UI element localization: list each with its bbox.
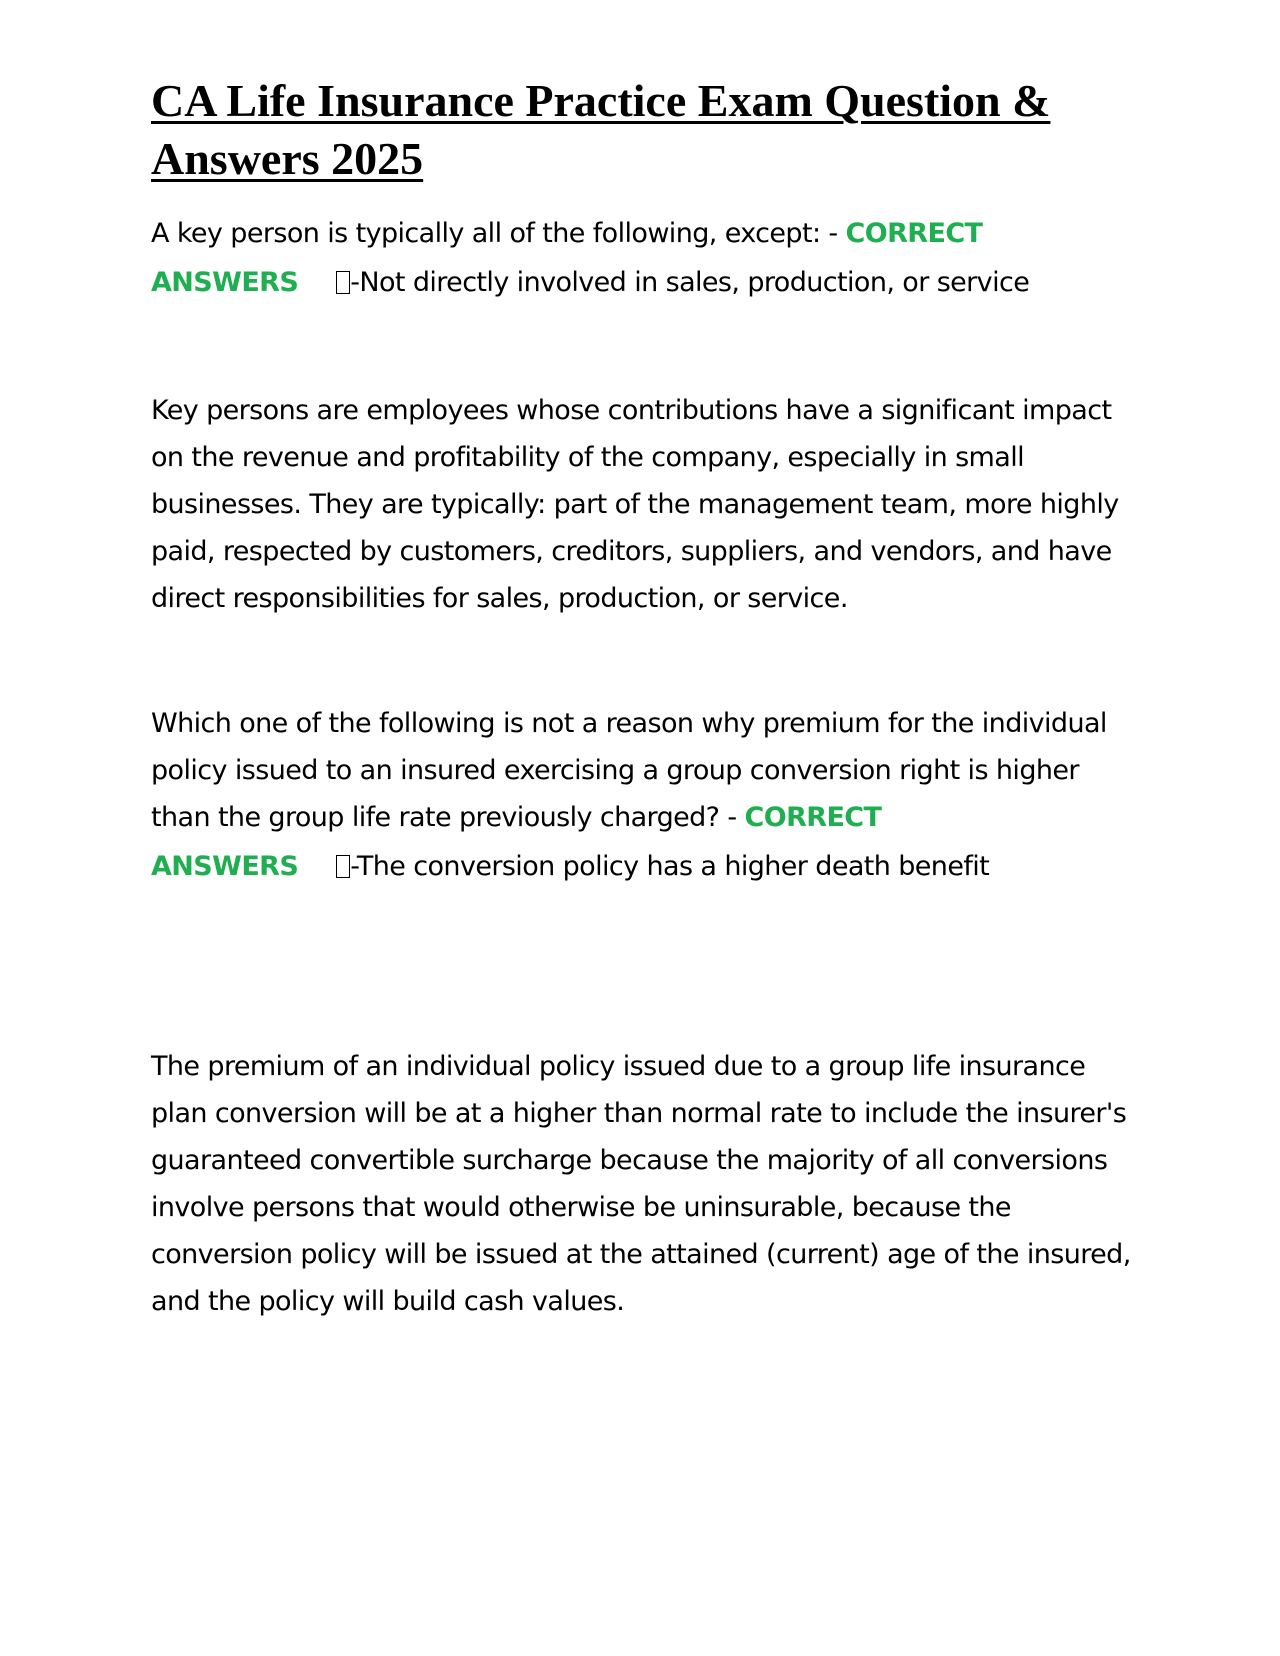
question-2-explanation: The premium of an individual policy issued due to a group life insurance plan conversion will be at a higher than normal rate to include the insurer's guaranteed convertible surcharge because the majority of all conversions involve persons that would otherwise be uninsurable, because the conversion policy will be issued at the attained (current) age of the insured, and the policy will build cash values.: [151, 1051, 1131, 1317]
correct-answers-label: ANSWERS: [151, 851, 299, 882]
question-1-text: A key person is typically all of the following, except: -: [151, 218, 846, 249]
checkbox-glyph-icon: [336, 271, 350, 294]
question-2: [151, 700, 1141, 893]
question-1: [151, 210, 1141, 309]
document-title: CA Life Insurance Practice Exam Question & Answers 2025: [151, 75, 1051, 184]
checkbox-glyph-icon: [336, 855, 350, 878]
document-page: [151, 72, 1141, 1325]
question-1-answer: -Not directly involved in sales, production, or service: [350, 267, 1030, 298]
correct-answers-label: CORRECT: [744, 802, 882, 833]
question-1-answer-line: [151, 257, 1141, 309]
correct-answers-label: CORRECT: [845, 218, 983, 249]
question-1-explanation: Key persons are employees whose contributions have a significant impact on the revenue and profitability of the company, especially in small businesses. They are typically: part of the management team, more highly paid, respected by customers, creditors, suppliers, and vendors, and have direct responsibilities for sales, production, or service.: [151, 395, 1119, 614]
question-2-answer: -The conversion policy has a higher death benefit: [350, 851, 990, 882]
question-2-answer-line: [151, 841, 1141, 893]
correct-answers-label: ANSWERS: [151, 267, 299, 298]
question-2-text: Which one of the following is not a reason why premium for the individual policy issued to an insured exercising a group conversion right is higher than the group life rate previously charged? -: [151, 708, 1107, 833]
